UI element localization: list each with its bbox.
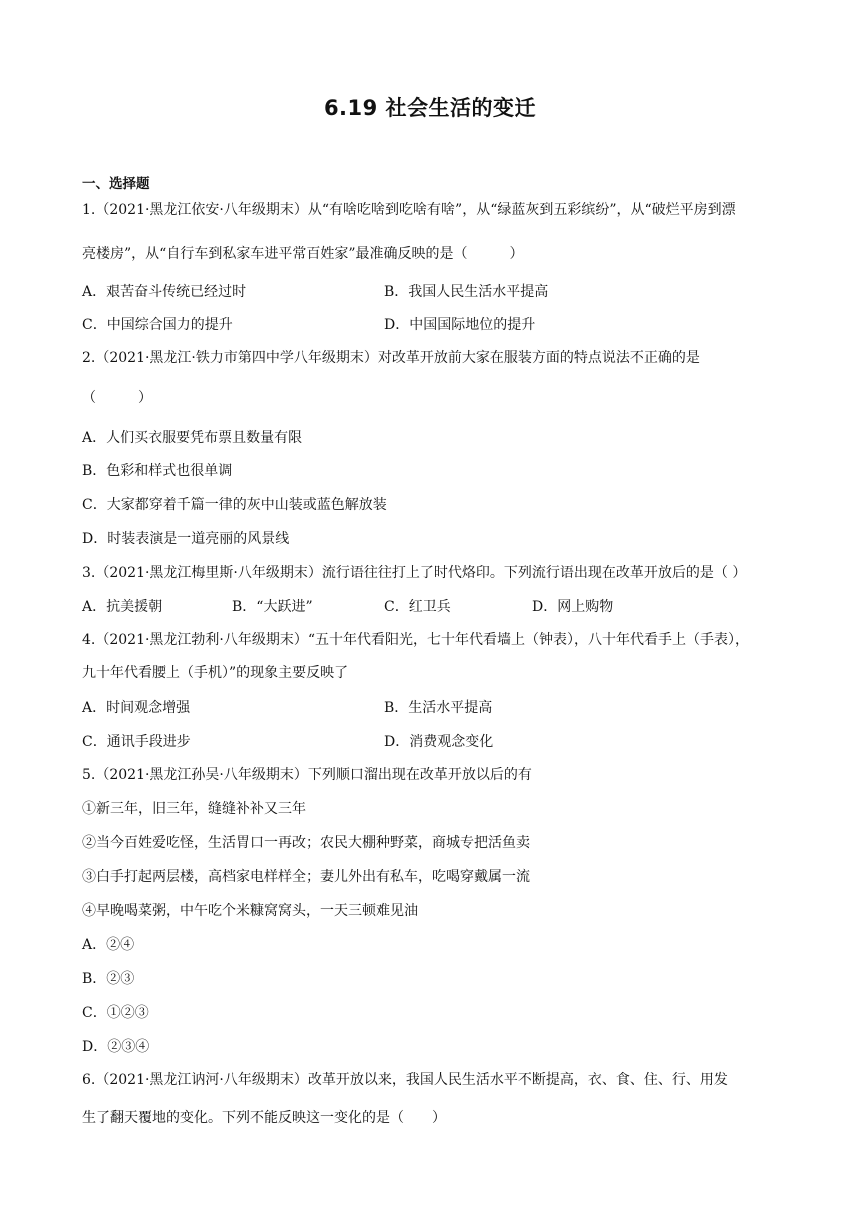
- option-d: D．时装表演是一道亮丽的风景线: [82, 531, 290, 547]
- question-text: 2.（2021·黑龙江·铁力市第四中学八年级期末）对改革开放前大家在服装方面的特点说法不正确的是: [82, 350, 700, 366]
- option-a: A．人们买衣服要凭布票且数量有限: [82, 430, 303, 446]
- question-text: 5.（2021·黑龙江孙吴·八年级期末）下列顺口溜出现在改革开放以后的有: [82, 767, 532, 783]
- option-d: D．②③④: [82, 1039, 150, 1055]
- question-text: 3.（2021·黑龙江梅里斯·八年级期末）流行语往往打上了时代烙印。下列流行语出现在改革开放后的是（ ）: [82, 565, 747, 581]
- option-a: A．时间观念增强: [82, 700, 191, 716]
- option-c: C．①②③: [82, 1005, 149, 1021]
- question-text: ④早晚喝菜粥，中午吃个米糠窝窝头，一天三顿难见油: [82, 903, 418, 919]
- question-text: ②当今百姓爱吃怪，生活胃口一再改；农民大棚种野菜，商城专把活鱼卖: [82, 835, 530, 851]
- option-b: B．②③: [82, 971, 135, 987]
- question-text: 生了翻天覆地的变化。下列不能反映这一变化的是（ ）: [82, 1110, 446, 1126]
- question-text: ①新三年，旧三年，缝缝补补又三年: [82, 801, 306, 817]
- question-text: 4.（2021·黑龙江勃利·八年级期末）“五十年代看阳光，七十年代看墙上（钟表），八十年代看手上（手表），: [82, 632, 750, 648]
- option-b: B．“大跃进”: [232, 599, 313, 615]
- option-c: C．通讯手段进步: [82, 734, 191, 750]
- option-b: B．我国人民生活水平提高: [384, 284, 549, 300]
- question-text: 6.（2021·黑龙江讷河·八年级期末）改革开放以来，我国人民生活水平不断提高，衣、食、住、行、用发: [82, 1072, 728, 1088]
- page-title: 6.19 社会生活的变迁: [323, 96, 537, 120]
- question-text: ③白手打起两层楼，高档家电样样全；妻儿外出有私车，吃喝穿戴属一流: [82, 869, 530, 885]
- option-a: A．抗美援朝: [82, 599, 163, 615]
- option-a: A．②④: [82, 937, 135, 953]
- question-text: 1.（2021·黑龙江依安·八年级期末）从“有啥吃啥到吃啥有啥”，从“绿蓝灰到五彩缤纷”，从“破烂平房到漂: [82, 202, 736, 218]
- option-b: B．色彩和样式也很单调: [82, 463, 233, 479]
- option-d: D．中国国际地位的提升: [384, 317, 536, 333]
- option-a: A．艰苦奋斗传统已经过时: [82, 284, 247, 300]
- question-text: 九十年代看腰上（手机）”的现象主要反映了: [82, 665, 349, 681]
- option-c: C．中国综合国力的提升: [82, 317, 233, 333]
- option-b: B．生活水平提高: [384, 700, 493, 716]
- option-d: D．网上购物: [532, 599, 614, 615]
- question-text: 亮楼房”，从“自行车到私家车进平常百姓家”最准确反映的是（ ）: [82, 246, 524, 262]
- option-c: C．大家都穿着千篇一律的灰中山装或蓝色解放装: [82, 497, 387, 513]
- section-heading: 一、选择题: [82, 176, 150, 192]
- question-text: （ ）: [82, 390, 152, 406]
- option-c: C．红卫兵: [384, 599, 451, 615]
- option-d: D．消费观念变化: [384, 734, 494, 750]
